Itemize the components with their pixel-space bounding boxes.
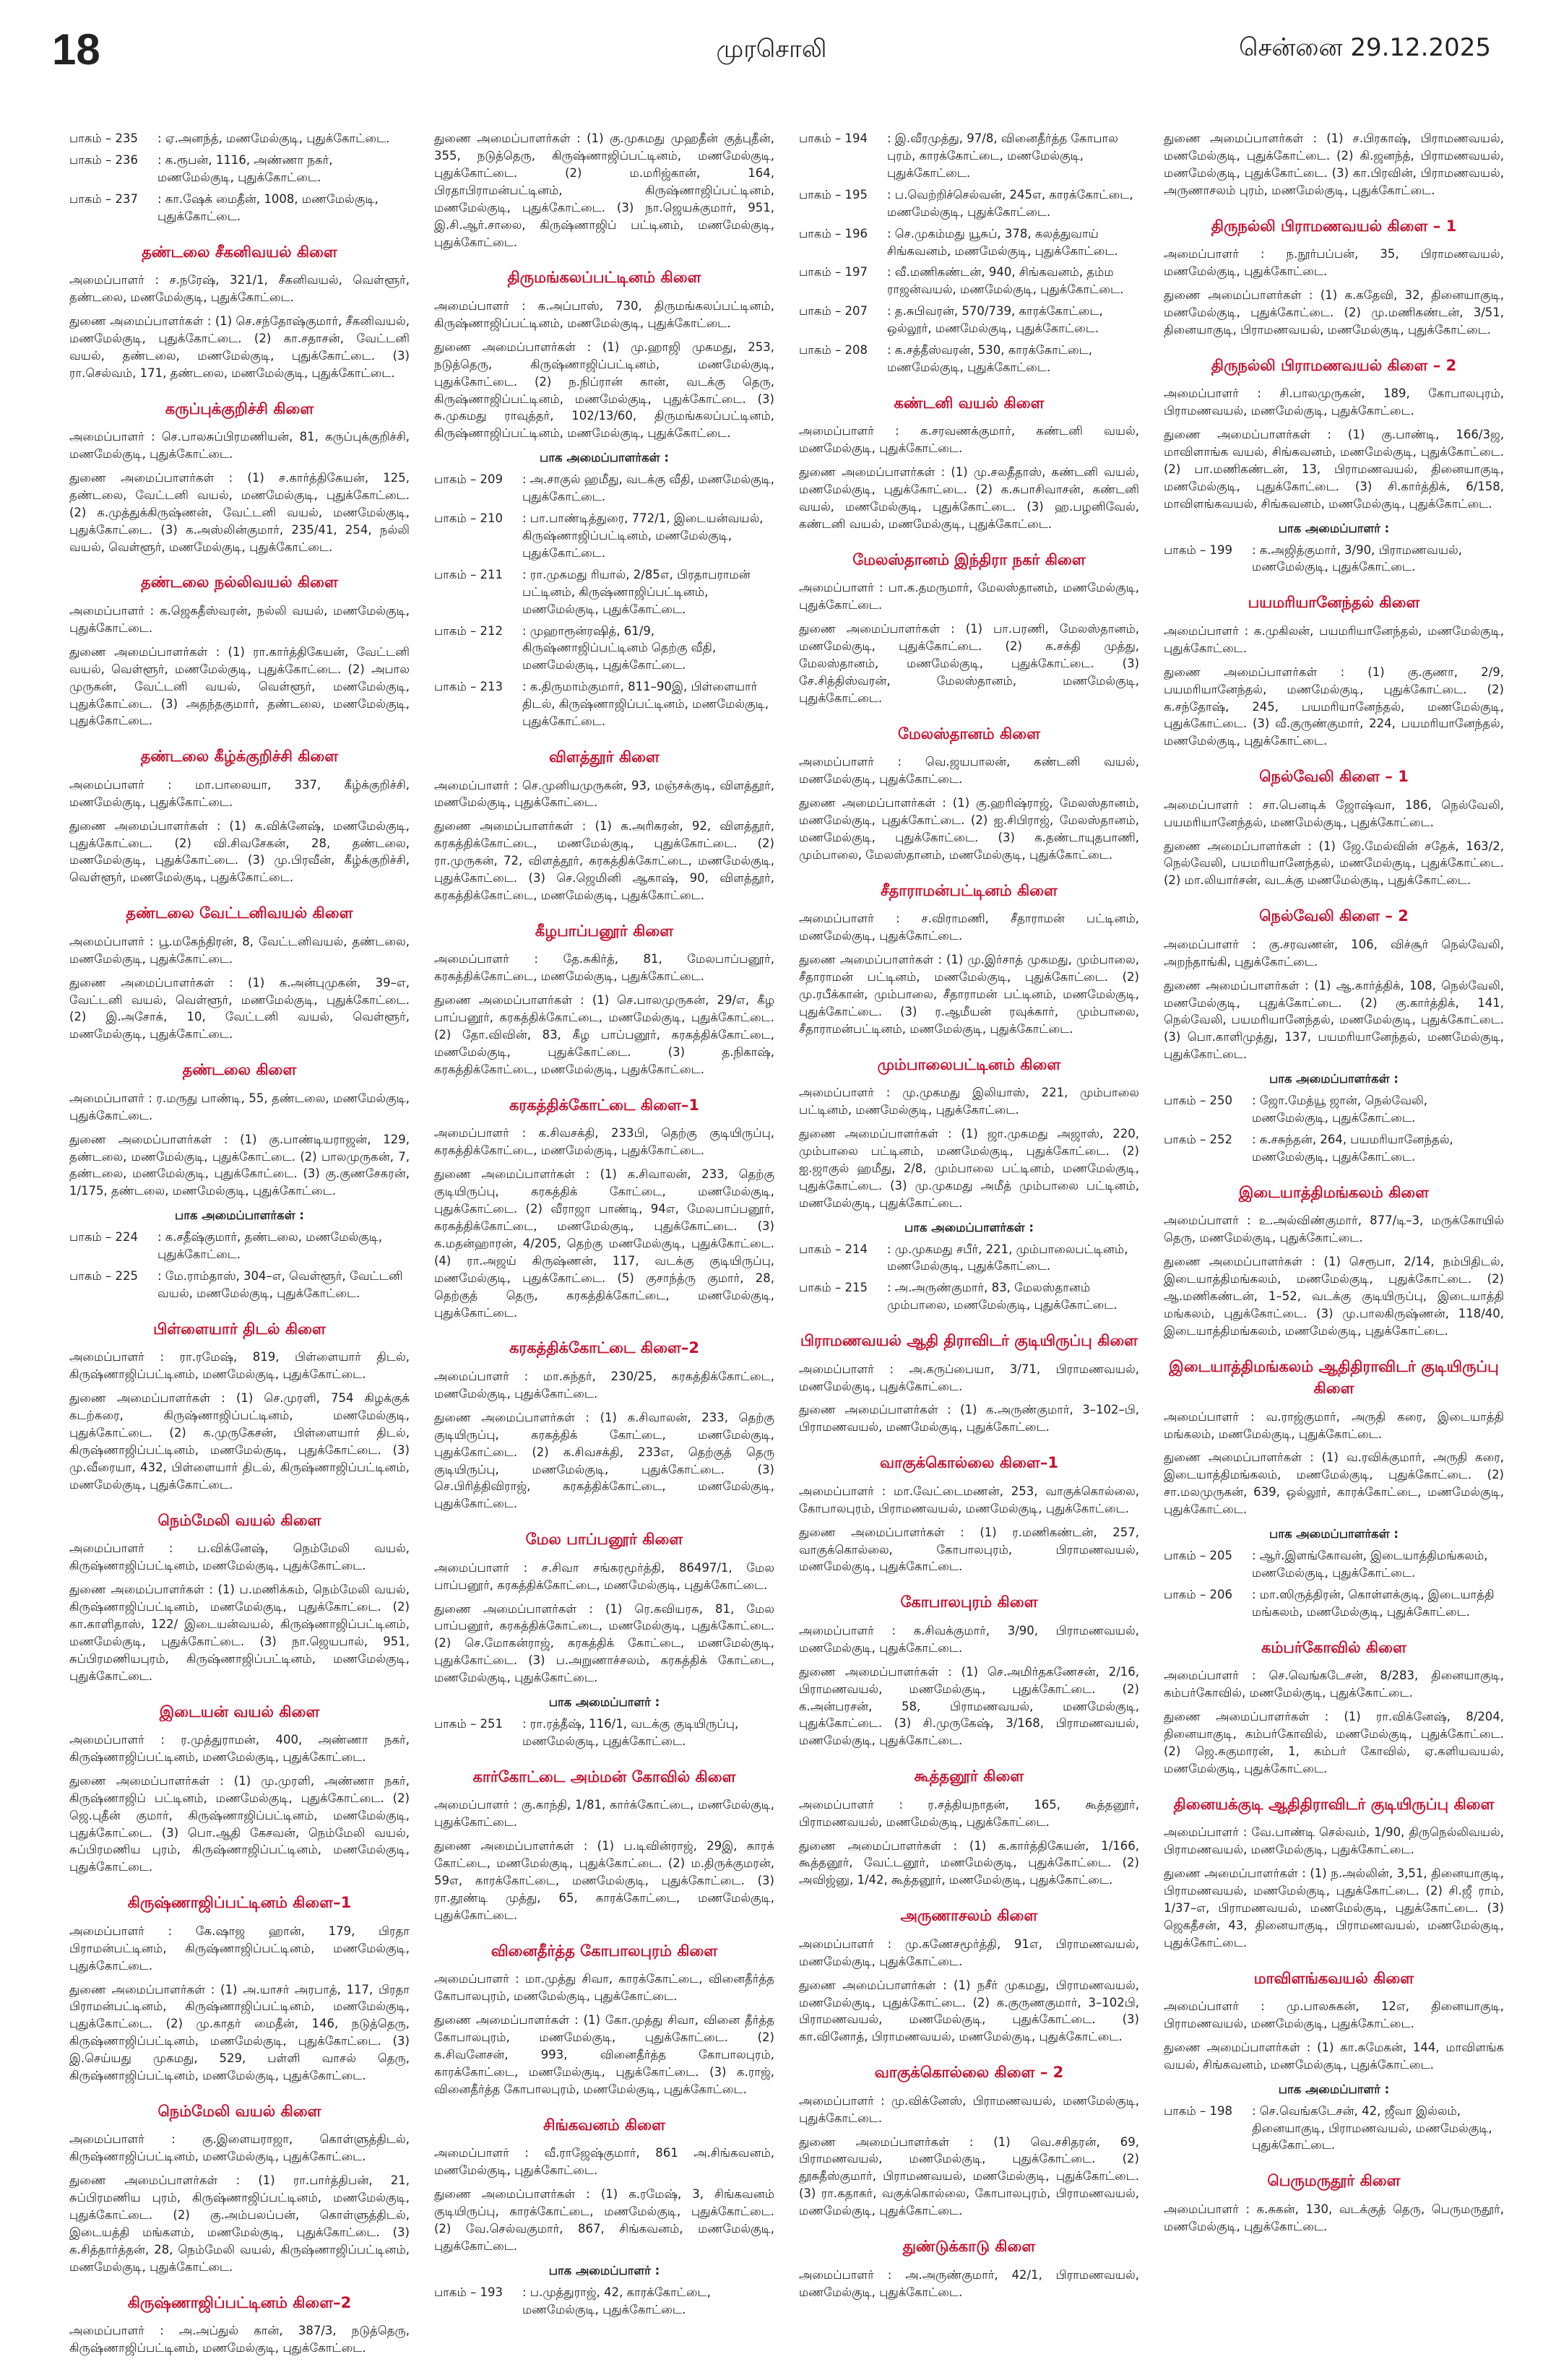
booth-number: பாகம் – 195 (799, 187, 868, 202)
entry-paragraph: அமைப்பாளர் : அ.அருண்குமார், 42/1, பிராமணவயல், மணமேல்குடி, புதுக்கோட்டை. (799, 2267, 1139, 2299)
booth-organizer: : க.ரூபன், 1116, அண்ணா நகர், மணமேல்குடி, புதுக்கோட்டை. (157, 152, 333, 184)
booth-entry (69, 1229, 410, 1263)
subheading: பாக அமைப்பாளர்கள் : (540, 451, 669, 465)
entry-paragraph: அமைப்பாளர் : ப.விக்னேஷ், நெம்மேலி வயல், கிருஷ்ணாஜிப்பட்டினம், மணமேல்குடி, புதுக்கோட்டை. (69, 1541, 410, 1573)
booth-organizer: : த.சுபிவரன், 570/739, காரக்கோட்டை, ஒல்லூர், மணமேல்குடி, புதுக்கோட்டை. (887, 304, 1103, 336)
booth-number: பாகம் – 207 (799, 304, 868, 319)
entry-paragraph: அமைப்பாளர் : வெ.ஜயபாலன், கண்டனி வயல், மணமேல்குடி, புதுக்கோட்டை. (799, 755, 1139, 787)
branch-heading: சீதாராமன்பட்டினம் கிளை (880, 881, 1058, 899)
entry-paragraph: அமைப்பாளர் : செ.பாலசுப்பிரமணியன், 81, கருப்புக்குறிச்சி, மணமேல்குடி, புதுக்கோட்டை. (69, 430, 410, 461)
booth-number: பாகம் – 199 (1164, 542, 1232, 557)
branch-heading: நெல்வேலி கிளை – 1 (1259, 768, 1409, 786)
branch-heading: கார்கோட்டை அம்மன் கோவில் கிளை (472, 1767, 736, 1786)
booth-entry (1164, 1547, 1504, 1582)
booth-organizer: : முஹாரூன்ரஷித், 61/9, கிருஷ்ணாஜிப்பட்டினம் தெற்கு வீதி, மணமேல்குடி, புதுக்கோட்டை. (522, 623, 717, 672)
booth-number: பாகம் – 212 (434, 623, 503, 638)
entry-paragraph: துணை அமைப்பாளர்கள் : (1) ரா.கார்த்திகேயன், வேட்டனி வயல், வெள்ளூர், மணமேல்குடி, புதுக்கோட்டை. (2) அபால முருகன், வேட்டனி வயல், வெள்ளூர், மணமேல்குடி, புதுக்கோட்டை. (3) அதந்தகுமார், தண்டலை, மணமேல்குடி, புதுக்கோட்டை. (69, 644, 410, 728)
branch-heading: நெம்மேலி வயல் கிளை (157, 1511, 321, 1529)
entry-paragraph: துணை அமைப்பாளர்கள் : (1) அ.யாசர் அரபாத், 117, பிரதா பிராமன்பட்டினம், கிருஷ்ணாஜிப்பட்டினம், மணமேல்குடி, புதுக்கோட்டை. (2) மு.காதர் மைதீன், 146, நடுத்தெரு, கிருஷ்ணாஜிப்பட்டினம், மணமேல்குடி, புதுக்கோட்டை. (3) இ.செய்யது முகமது, 529, பள்ளி வாசல் தெரு, கிருஷ்ணாஜிப்பட்டினம், மணமேல்குடி, புதுக்கோட்டை. (69, 1982, 410, 2083)
entry-paragraph: துணை அமைப்பாளர்கள் : (1) க.கார்த்திகேயன், 1/166, கூத்தனூர், வேட்டனூர், மணமேல்குடி, புதுக்கோட்டை. (2) அவிஜ்னு, 1/42, கூத்தனூர், மணமேல்குடி, புதுக்கோட்டை. (799, 1838, 1139, 1887)
booth-number: பாகம் – 224 (69, 1230, 138, 1245)
entry-paragraph: துணை அமைப்பாளர்கள் : (1) ரா.பார்த்திபன், 21, சுப்பிரமணிய புரம், கிருஷ்ணாஜிப்பட்டினம், மணமேல்குடி, புதுக்கோட்டை. (2) கு.அம்பலப்பன், கொள்ளுத்திடல், இடையத்தி மங்களம், மணமேல்குடி, புதுக்கோட்டை. (3) க.சித்தார்த்தன், 28, நெம்மேலி வயல், கிருஷ்ணாஜிப்பட்டினம், மணமேல்குடி, புதுக்கோட்டை. (69, 2173, 410, 2274)
entry-paragraph: அமைப்பாளர் : க.முகிலன், பயமரியானேந்தல், மணமேல்குடி, புதுக்கோட்டை. (1164, 623, 1504, 655)
entry-paragraph: துணை அமைப்பாளர்கள் : (1) கு.முகமது முஹதீன் குத்புதீன், 355, நடுத்தெரு, கிருஷ்ணாஜிப்பட்டினம், மணமேல்குடி, புதுக்கோட்டை. (2) ம.மரிஜ்கான், 164, பிரதாபிராமன்பட்டினம், கிருஷ்ணாஜிப்பட்டினம், மணமேல்குடி, புதுக்கோட்டை. (3) நா.ஜெயக்குமார், 951, இ.சி.ஆர்.சாலை, கிருஷ்ணாஜிப் பட்டினம், மணமேல்குடி, புதுக்கோட்டை. (434, 131, 774, 249)
page-number: 18 (52, 25, 100, 74)
branch-heading: தண்டலை வேட்டனிவயல் கிளை (126, 904, 353, 922)
entry-paragraph: துணை அமைப்பாளர்கள் : (1) க.அன்புமுகன், 39–எ, வேட்டனி வயல், வெள்ளூர், மணமேல்குடி, புதுக்கோட்டை. (2) இ.அசோக், 10, வேட்டனி வயல், வெள்ளூர், மணமேல்குடி, புதுக்கோட்டை. (69, 975, 410, 1042)
entry-paragraph: துணை அமைப்பாளர்கள் : (1) செ.முரளி, 754 கிழக்குக் கடற்கரை, கிருஷ்ணாஜிப்பட்டினம், மணமேல்குடி, புதுக்கோட்டை. (2) க.முருகேசன், பிள்ளையார் திடல், கிருஷ்ணாஜிப்பட்டினம், மணமேல்குடி, புதுக்கோட்டை. (3) மு.வீரையா, 432, பிள்ளையார் திடல், கிருஷ்ணாஜிப்பட்டினம், மணமேல்குடி, புதுக்கோட்டை. (69, 1391, 410, 1492)
entry-paragraph: துணை அமைப்பாளர்கள் : (1) கு.குணா, 2/9, பயமரியானேந்தல், மணமேல்குடி, புதுக்கோட்டை. (2) க.சந்தோஷ், 245, பயமரியானேந்தல், மணமேல்குடி, புதுக்கோட்டை. (3) வீ.குருண்குமார், 224, பயமரியானேந்தல், மணமேல்குடி, புதுக்கோட்டை. (1164, 665, 1504, 748)
booth-organizer: : ப.வெற்றிச்செல்வன், 245எ, காரக்கோட்டை, மணமேல்குடி, புதுக்கோட்டை. (887, 187, 1133, 219)
booth-organizer: : ப.முத்துராஜ், 42, காரக்கோட்டை, மணமேல்குடி, புதுக்கோட்டை. (522, 2285, 711, 2316)
entry-paragraph: துணை அமைப்பாளர்கள் : (1) ந.அல்லின், 3,51, தினையாகுடி, பிராமணவயல், மணமேல்குடி, புதுக்கோட்டை. (2) சி.ஜீ ராம், 1/37–எ, பிராமணவயல், மணமேல்குடி, புதுக்கோட்டை. (3) ஜெகதீசன், 43, தினையாகுடி, பிராமணவயல், மணமேல்குடி, புதுக்கோட்டை. (1164, 1866, 1504, 1950)
booth-entry (69, 152, 410, 186)
entry-paragraph: துணை அமைப்பாளர்கள் : (1) க.விக்னேஷ், மணமேல்குடி, புதுக்கோட்டை. (2) வி.சிவசேகன், 28, தண்டலை, மணமேல்குடி, புதுக்கோட்டை. (3) மு.பிரவீன், கீழ்க்குறிச்சி, வெள்ளூர், மணமேல்குடி, புதுக்கோட்டை. (69, 818, 410, 885)
branch-heading: கருப்புக்குறிச்சி கிளை (165, 399, 314, 417)
column-1 (69, 130, 410, 2358)
branch-heading: இடையாத்திமங்கலம் ஆதிதிராவிடர் குடியிருப்பு கிளை (1169, 1357, 1499, 1398)
subheading: பாக அமைப்பாளர்கள் : (175, 1208, 304, 1223)
branch-heading: பெருமருதூர் கிளை (1267, 2172, 1401, 2190)
entry-paragraph: துணை அமைப்பாளர்கள் : (1) பா.பரணி, மேலஸ்தானம், மணமேல்குடி, புதுக்கோட்டை. (2) க.சக்தி முத்து, மேலஸ்தானம், மணமேல்குடி, புதுக்கோட்டை. (3) சே.சித்திஸ்வரன், மேலஸ்தானம், மணமேல்குடி, புதுக்கோட்டை. (799, 622, 1139, 705)
subheading: பாக அமைப்பாளர் : (548, 1695, 660, 1710)
entry-paragraph: துணை அமைப்பாளர்கள் : (1) ஜே.மேல்வின் சதேக், 163/2, நெல்வேலி, பயமரியானேந்தல், மணமேல்குடி, புதுக்கோட்டை. (2) மா.லியார்சன், வடக்கு மணமேல்குடி, புதுக்கோட்டை. (1164, 839, 1504, 888)
entry-paragraph: துணை அமைப்பாளர்கள் : (1) க.சிவாலன், 233, தெற்கு குடியிருப்பு, கரகத்திக் கோட்டை, மணமேல்குடி, புதுக்கோட்டை. (2) வீராஜா பாண்டி, 94எ, மேலபாப்பனூர், கரகத்திக்கோட்டை, மணமேல்குடி, புதுக்கோட்டை. (3) க.மதன்ஹாரன், 4/205, தெற்கு மணமேல்குடி, புதுக்கோட்டை. (4) ரா.அஜய் கிருஷ்ணன், 117, வடக்கு குடியிருப்பு, மணமேல்குடி, புதுக்கோட்டை. (5) குசாந்த்ரு குமார், 28, தெற்குத் தெரு, கரகத்திக்கோட்டை, மணமேல்குடி, புதுக்கோட்டை. (434, 1167, 774, 1320)
entry-paragraph: அமைப்பாளர் : வீ.ராஜேஷ்குமார், 861 அ.சிங்கவனம், மணமேல்குடி, புதுக்கோட்டை. (434, 2146, 774, 2178)
entry-paragraph: துணை அமைப்பாளர்கள் : (1) க.அரிகரன், 92, விளத்தூர், கரகத்திக்கோட்டை, மணமேல்குடி, புதுக்கோட்டை. (2) ரா.முருகன், 72, விளத்தூர், கரகத்திக்கோட்டை, மணமேல்குடி, புதுக்கோட்டை. (3) செ.ஜெமினி ஆகாஷ், 90, விளத்தூர், கரகத்திக்கோட்டை, மணமேல்குடி, புதுக்கோட்டை. (434, 819, 774, 903)
entry-paragraph: அமைப்பாளர் : ர.மருது பாண்டி, 55, தண்டலை, மணமேல்குடி, புதுக்கோட்டை. (69, 1091, 410, 1122)
booth-organizer: : அ.அருண்குமார், 83, மேலஸ்தானம் மும்பாலை, மணமேல்குடி, புதுக்கோட்டை. (887, 1281, 1118, 1312)
entry-paragraph: துணை அமைப்பாளர்கள் : (1) க.கதேவி, 32, தினையாகுடி, மணமேல்குடி, புதுக்கோட்டை. (2) மு.மணிகண்டன், 3/51, தினையாகுடி, பிராமணவயல், மணமேல்குடி, புதுக்கோட்டை. (1164, 287, 1504, 337)
entry-paragraph: துணை அமைப்பாளர்கள் : (1) க.ரமேஷ், 3, சிங்கவனம் குடியிருப்பு, காரக்கோட்டை, மணமேல்குடி, புதுக்கோட்டை. (2) வே.செல்வகுமார், 867, சிங்கவனம், மணமேல்குடி, புதுக்கோட்டை. (434, 2186, 774, 2253)
booth-number: பாகம் – 213 (434, 680, 503, 694)
booth-number: பாகம் – 252 (1164, 1132, 1232, 1146)
branch-heading: கூத்தனூர் கிளை (914, 1767, 1024, 1786)
booth-organizer: : ஏ.அனந்த், மணமேல்குடி, புதுக்கோட்டை. (157, 131, 390, 145)
booth-organizer: : ரா.முகமது ரியால், 2/85எ, பிரதாபராமன் பட்டினம், கிருஷ்ணாஜிப்பட்டினம், மணமேல்குடி, புதுக்கோட்டை. (522, 567, 751, 616)
booth-organizer: : மே.ராம்தாஸ், 304–எ, வெள்ளூர், வேட்டனி வயல், மணமேல்குடி, புதுக்கோட்டை. (157, 1269, 403, 1300)
entry-paragraph: அமைப்பாளர் : ர.சத்தியநாதன், 165, கூத்தனூர், பிராமணவயல், மணமேல்குடி, புதுக்கோட்டை. (799, 1797, 1139, 1829)
entry-paragraph: அமைப்பாளர் : ச.சிவா சங்கரமூர்த்தி, 86497/1, மேல பாப்பனூர், கரகத்திக்கோட்டை, மணமேல்குடி, புதுக்கோட்டை. (434, 1560, 774, 1592)
entry-paragraph: துணை அமைப்பாளர்கள் : (1) கா.சுமேகன், 144, மாவிளங்க வயல், சிங்கவனம், மணமேல்குடி, புதுக்கோட்டை. (1164, 2040, 1504, 2072)
booth-number: பாகம் – 193 (434, 2285, 503, 2299)
booth-organizer: : வீ.மணிகண்டன், 940, சிங்கவனம், தம்ம ராஜன்வயல், மணமேல்குடி, புதுக்கோட்டை. (887, 265, 1124, 297)
branch-heading: நெம்மேலி வயல் கிளை (157, 2103, 321, 2121)
entry-paragraph: அமைப்பாளர் : க.ஜெகதீஸ்வரன், நல்லி வயல், மணமேல்குடி, புதுக்கோட்டை. (69, 603, 410, 635)
booth-entry (1164, 1586, 1504, 1621)
booth-number: பாகம் – 251 (434, 1717, 503, 1731)
booth-entry (434, 566, 774, 618)
subheading: பாக அமைப்பாளர் : (548, 2263, 660, 2277)
booth-organizer: : மு.முகமது சபீர், 221, மும்பாலைபட்டினம், மணமேல்குடி, புதுக்கோட்டை. (887, 1242, 1128, 1273)
entry-paragraph: துணை அமைப்பாளர்கள் : (1) கோ.முத்து சிவா, வினை தீர்த்த கோபாலபுரம், மணமேல்குடி, புதுக்கோட்டை. (2) க.சிவனேசன், 993, வினைதீர்த்த கோபாலபுரம், காரக்கோட்டை, மணமேல்குடி, புதுக்கோட்டை. (3) க.ராஜ், வினைதீர்த்த கோபாலபுரம், மணமேல்குடி, புதுக்கோட்டை. (434, 2013, 774, 2096)
entry-paragraph: அமைப்பாளர் : ச.விராமணி, சீதாராமன் பட்டினம், மணமேல்குடி, புதுக்கோட்டை. (799, 912, 1139, 943)
entry-paragraph: அமைப்பாளர் : ரா.ரமேஷ், 819, பிள்ளையார் திடல், கிருஷ்ணாஜிப்பட்டினம், மணமேல்குடி, புதுக்கோட்டை. (69, 1350, 410, 1382)
entry-paragraph: துணை அமைப்பாளர்கள் : (1) வ.ரவிக்குமார், அருதி கரை, இடையாத்திமங்கலம், மணமேல்குடி, புதுக்கோட்டை. (2) சா.மலமுருகன், 639, ஒல்லூர், காரக்கோட்டை, மணமேல்குடி, புதுக்கோட்டை. (1164, 1450, 1504, 1517)
entry-paragraph: துணை அமைப்பாளர்கள் : (1) க.சிவாலன், 233, தெற்கு குடியிருப்பு, கரகத்திக் கோட்டை, மணமேல்குடி, புதுக்கோட்டை. (2) க.சிவசக்தி, 233எ, தெற்குத் தெரு குடியிருப்பு, மணமேல்குடி, புதுக்கோட்டை. (3) செ.பிரித்திவிராஜ், கரகத்திக்கோட்டை, மணமேல்குடி, புதுக்கோட்டை. (434, 1410, 774, 1511)
entry-paragraph: துணை அமைப்பாளர்கள் : (1) மு.சலதீதாஸ், கண்டனி வயல், மணமேல்குடி, புதுக்கோட்டை. (2) க.சுபாசிவாசன், கண்டனி வயல், மணமேல்குடி, புதுக்கோட்டை. (3) ஹ.பழனிவேல், கண்டனி வயல், மணமேல்குடி, புதுக்கோட்டை. (799, 465, 1139, 532)
booth-organizer: : க.சதீஷ்குமார், தண்டலை, மணமேல்குடி, புதுக்கோட்டை. (157, 1230, 383, 1262)
booth-organizer: : இ.வீரமுத்து, 97/8, வினைதீர்த்த கோபால புரம், காரக்கோட்டை, மணமேல்குடி, புதுக்கோட்டை. (887, 131, 1118, 180)
booth-entry (434, 510, 774, 562)
branch-heading: திருநல்லி பிராமணவயல் கிளை – 2 (1211, 356, 1457, 374)
entry-paragraph: அமைப்பாளர் : ந.நூர்பப்பன், 35, பிராமணவயல், மணமேல்குடி, புதுக்கோட்டை. (1164, 247, 1504, 279)
entry-paragraph: அமைப்பாளர் : செ.வெங்கடேசன், 8/283, தினையாகுடி, கம்பர்கோவில், மணமேல்குடி, புதுக்கோட்டை. (1164, 1669, 1504, 1700)
entry-paragraph: துணை அமைப்பாளர்கள் : (1) கு.ஹரிஷ்ராஜ், மேலஸ்தானம், மணமேல்குடி, புதுக்கோட்டை. (2) ஐ.சிபிராஜ், மேலஸ்தானம், மணமேல்குடி, புதுக்கோட்டை. (3) க.தண்டாயுதபாணி, மும்பாலை, மேலஸ்தானம், மணமேல்குடி, புதுக்கோட்டை. (799, 796, 1139, 862)
booth-organizer: : க.சத்தீஸ்வரன், 530, காரக்கோட்டை, மணமேல்குடி, புதுக்கோட்டை. (887, 343, 1093, 375)
entry-paragraph: துணை அமைப்பாளர்கள் : (1) ச.கார்த்திகேயன், 125, தண்டலை, வேட்டனி வயல், மணமேல்குடி, புதுக்கோட்டை. (2) க.முத்துக்கிருஷ்ணன், வேட்டனி வயல், மணமேல்குடி, புதுக்கோட்டை. (3) க.அஸ்லின்குமார், 235/41, 254, நல்லி வயல், வெள்ளூர், மணமேல்குடி, புதுக்கோட்டை. (69, 470, 410, 554)
branch-heading: கிருஷ்ணாஜிப்பட்டினம் கிளை–1 (127, 1894, 352, 1912)
booth-entry (69, 1268, 410, 1302)
entry-paragraph: துணை அமைப்பாளர்கள் : (1) ச.பிரகாஷ், பிராமணவயல், மணமேல்குடி, புதுக்கோட்டை. (2) கி.ஜனந்த், பிராமணவயல், மணமேல்குடி, புதுக்கோட்டை. (3) கா.பிரவின், பிராமணவயல், அருணாசலம் புரம், மணமேல்குடி, புதுக்கோட்டை. (1164, 131, 1504, 197)
booth-organizer: : ஆர்.இளங்கோவன், இடையாத்திமங்கலம், மணமேல்குடி, புதுக்கோட்டை. (1252, 1549, 1488, 1580)
booth-entry (1164, 2103, 1504, 2155)
entry-paragraph: அமைப்பாளர் : அ.அப்துல் கான், 387/3, நடுத்தெரு, கிருஷ்ணாஜிப்பட்டினம், மணமேல்குடி, புதுக்கோட்டை. (69, 2324, 410, 2355)
branch-heading: தண்டலை கிளை (182, 1061, 297, 1079)
booth-number: பாகம் – 215 (799, 1281, 868, 1295)
branch-heading: பயமரியானேந்தல் கிளை (1248, 594, 1420, 612)
article-columns (69, 130, 1504, 2358)
column-4 (1164, 130, 1504, 2358)
entry-paragraph: துணை அமைப்பாளர்கள் : (1) ஆ.கார்த்திக், 108, நெல்வேலி, மணமேல்குடி, புதுக்கோட்டை. (2) கு.கார்த்திக், 141, நெல்வேலி, பயமரியானேந்தல், மணமேல்குடி, புதுக்கோட்டை. (3) பொ.காளிமுத்து, 137, பயமரியானேந்தல், மணமேல்குடி, புதுக்கோட்டை. (1164, 978, 1504, 1062)
entry-paragraph: அமைப்பாளர் : மா.சுந்தர், 230/25, கரகத்திக்கோட்டை, மணமேல்குடி, புதுக்கோட்டை. (434, 1369, 774, 1401)
entry-paragraph: அமைப்பாளர் : சி.பாலமுருகன், 189, கோபாலபுரம், பிராமணவயல், மணமேல்குடி, புதுக்கோட்டை. (1164, 386, 1504, 418)
branch-heading: கிருஷ்ணாஜிப்பட்டினம் கிளை–2 (127, 2293, 352, 2311)
booth-organizer: : ஜோ.மேத்யூ ஜான், நெல்வேலி, மணமேல்குடி, புதுக்கோட்டை. (1252, 1094, 1428, 1125)
entry-paragraph: அமைப்பாளர் : மா.முத்து சிவா, காரக்கோட்டை, வினைதீர்த்த கோபாலபுரம், மணமேல்குடி, புதுக்கோட்டை. (434, 1972, 774, 2004)
booth-number: பாகம் – 197 (799, 265, 868, 280)
branch-heading: கம்பர்கோவில் கிளை (1261, 1638, 1406, 1656)
subheading: பாக அமைப்பாளர்கள் : (904, 1220, 1034, 1234)
branch-heading: தண்டலை சீகனிவயல் கிளை (142, 243, 337, 261)
branch-heading: மும்பாலைபட்டினம் கிளை (877, 1055, 1061, 1073)
booth-entry (799, 1241, 1139, 1276)
entry-paragraph: அமைப்பாளர் : மு.பாலசுகன், 12எ, தினையாகுடி, பிராமணவயல், மணமேல்குடி, புதுக்கோட்டை. (1164, 1999, 1504, 2030)
booth-entry (434, 471, 774, 506)
entry-paragraph: துணை அமைப்பாளர்கள் : (1) மு.ஹாஜி முகமது, 253, நடுத்தெரு, கிருஷ்ணாஜிப்பட்டினம், மணமேல்குடி, புதுக்கோட்டை. (2) ந.நிப்ரான் கான், வடக்கு தெரு, கிருஷ்ணாஜிப்பட்டினம், மணமேல்குடி, புதுக்கோட்டை. (3) சு.முகமது ராவுத்தர், 102/13/60, திருமங்கலப்பட்டினம், கிருஷ்ணாஜிப்பட்டினம், மணமேல்குடி, புதுக்கோட்டை. (434, 339, 774, 441)
booth-entry (799, 342, 1139, 376)
entry-paragraph: அமைப்பாளர் : மு.முகமது இலியாஸ், 221, மும்பாலை பட்டினம், மணமேல்குடி, புதுக்கோட்டை. (799, 1086, 1139, 1117)
booth-number: பாகம் – 194 (799, 131, 868, 145)
branch-heading: வாகுக்கொல்லை கிளை–1 (880, 1454, 1058, 1472)
entry-paragraph: அமைப்பாளர் : மு.கணேசமூர்த்தி, 91எ, பிராமணவயல், மணமேல்குடி, புதுக்கோட்டை. (799, 1937, 1139, 1968)
booth-entry (434, 2284, 774, 2319)
branch-heading: தினையக்குடி ஆதிதிராவிடர் குடியிருப்பு கிளை (1173, 1795, 1495, 1813)
booth-organizer: : க.அஜித்குமார், 3/90, பிராமணவயல், மணமேல்குடி, புதுக்கோட்டை. (1252, 542, 1462, 574)
booth-number: பாகம் – 225 (69, 1269, 138, 1284)
entry-paragraph: அமைப்பாளர் : மா.பாலையா, 337, கீழ்க்குறிச்சி, மணமேல்குடி, புதுக்கோட்டை. (69, 777, 410, 809)
branch-heading: இடையாத்திமங்கலம் கிளை (1238, 1183, 1430, 1201)
booth-entry (1164, 1131, 1504, 1166)
branch-heading: மாவிளங்கவயல் கிளை (1253, 1969, 1414, 1987)
branch-heading: சிங்கவனம் கிளை (543, 2116, 665, 2134)
entry-paragraph: துணை அமைப்பாளர்கள் : (1) நசீர் முகமது, பிராமணவயல், மணமேல்குடி, புதுக்கோட்டை. (2) க.குருணகுமார், 3–102பி, பிராமணவயல், மணமேல்குடி, புதுக்கோட்டை. (3) கா.வினோத், பிராமணவயல், மணமேல்குடி, புதுக்கோட்டை. (799, 1978, 1139, 2044)
entry-paragraph: அமைப்பாளர் : வ.ராஜ்குமார், அருதி கரை, இடையாத்தி மங்கலம், மணமேல்குடி, புதுக்கோட்டை. (1164, 1409, 1504, 1441)
subheading: பாக அமைப்பாளர்கள் : (1269, 1527, 1399, 1541)
entry-paragraph: துணை அமைப்பாளர்கள் : (1) கு.பாண்டியராஜன், 129, தண்டலை, மணமேல்குடி, புதுக்கோட்டை. (2) பாலமுருகன், 7, தண்டலை, மணமேல்குடி, புதுக்கோட்டை. (3) கு.குணசேகரன், 1/175, தண்டலை, மணமேல்குடி, புதுக்கோட்டை. (69, 1132, 410, 1198)
entry-paragraph: அமைப்பாளர் : உ.அல்விண்குமார், 877/டி–3, மருக்கோயில் தெரு, மணமேல்குடி, புதுக்கோட்டை. (1164, 1213, 1504, 1245)
entry-paragraph: அமைப்பாளர் : தே.சுகிர்த், 81, மேலபாப்பனூர், கரகத்திக்கோட்டை, மணமேல்குடி, புதுக்கோட்டை. (434, 952, 774, 984)
branch-heading: பிராமணவயல் ஆதி திராவிடர் குடியிருப்பு கிளை (800, 1332, 1138, 1350)
branch-heading: பிள்ளையார் திடல் கிளை (153, 1320, 326, 1338)
branch-heading: கரகத்திக்கோட்டை கிளை–1 (509, 1096, 700, 1114)
entry-paragraph: அமைப்பாளர் : கு.இளையராஜா, கொள்ளுத்திடல், கிருஷ்ணாஜிப்பட்டினம், மணமேல்குடி, புதுக்கோட்டை. (69, 2132, 410, 2164)
entry-paragraph: துணை அமைப்பாளர்கள் : (1) ஜா.முகமது அஜாஸ், 220, மும்பாலை பட்டினம், மணமேல்குடி, புதுக்கோட்டை. (2) ஐ.ஜாகுல் ஹமீது, 2/8, மும்பாலை பட்டினம், மணமேல்குடி, புதுக்கோட்டை. (3) மு.முகமது அமீத் மும்பாலை பட்டினம், மணமேல்குடி, புதுக்கோட்டை. (799, 1126, 1139, 1210)
booth-entry (799, 264, 1139, 298)
booth-entry (799, 303, 1139, 337)
entry-paragraph: துணை அமைப்பாளர்கள் : (1) செ.பாலமுருகன், 29/எ, கீழ பாப்பனூர், கரகத்திக்கோட்டை, மணமேல்குடி, புதுக்கோட்டை. (2) தோ.விவின், 83, கீழ பாப்பனூர், கரகத்திக்கோட்டை, மணமேல்குடி, புதுக்கோட்டை. (3) த.நிகாஷ், கரகத்திக்கோட்டை, மணமேல்குடி, புதுக்கோட்டை. (434, 993, 774, 1076)
entry-paragraph: துணை அமைப்பாளர்கள் : (1) மு.முரளி, அண்ணா நகர், கிருஷ்ணாஜிப் பட்டினம், மணமேல்குடி, புதுக்கோட்டை. (2) ஜெ.புதீன் குமார், கிருஷ்ணாஜிப்பட்டினம், மணமேல்குடி, புதுக்கோட்டை. (3) பொ.ஆதி கேசவன், நெம்மேலி வயல், சுப்பிரமணிய புரம், கிருஷ்ணாஜிப்பட்டினம், மணமேல்குடி, புதுக்கோட்டை. (69, 1773, 410, 1874)
dateline: சென்னை 29.12.2025 (1239, 33, 1491, 62)
entry-paragraph: அமைப்பாளர் : ர.முத்துராமன், 400, அண்ணா நகர், கிருஷ்ணாஜிப்பட்டினம், மணமேல்குடி, புதுக்கோட்டை. (69, 1732, 410, 1764)
booth-entry (434, 678, 774, 730)
booth-organizer: : அ.சாகுல் ஹமீது, வடக்கு வீதி, மணமேல்குடி, புதுக்கோட்டை. (522, 472, 774, 504)
entry-paragraph: துணை அமைப்பாளர்கள் : (1) செ.அமிர்தகணேசன், 2/16, பிராமணவயல், மணமேல்குடி, புதுக்கோட்டை. (2) க.அன்பரசன், 58, பிராமணவயல், மணமேல்குடி, புதுக்கோட்டை. (3) சி.முருகேஷ், 3/168, பிராமணவயல், மணமேல்குடி, புதுக்கோட்டை. (799, 1664, 1139, 1748)
branch-heading: தண்டலை கீழ்க்குறிச்சி கிளை (140, 748, 339, 766)
entry-paragraph: துணை அமைப்பாளர்கள் : (1) வெ.சசிதரன், 69, பிராமணவயல், மணமேல்குடி, புதுக்கோட்டை. (2) தூசுதீஸ்குமார், பிராமணவயல், மணமேல்குடி, புதுக்கோட்டை. (3) ரா.கதாகர், வகுக்கொல்லை, கோபாலபுரம், பிராமணவயல், மணமேல்குடி, புதுக்கோட்டை. (799, 2134, 1139, 2218)
booth-entry (1164, 542, 1504, 576)
booth-entry (799, 225, 1139, 260)
entry-paragraph: துணை அமைப்பாளர்கள் : (1) மு.இர்சாத் முகமது, மும்பாலை, சீதாராமன் பட்டினம், மணமேல்குடி, புதுக்கோட்டை. (2) மு.ரபீக்கான், மும்பாலை, சீதாராமன் பட்டினம், மணமேல்குடி, புதுக்கோட்டை. (3) ர.ஆமீயன் ரவுக்கார், மும்பாலை, சீதாராமன்பட்டினம், மணமேல்குடி, புதுக்கோட்டை. (799, 953, 1139, 1036)
entry-paragraph: அமைப்பாளர் : மா.வேட்டைமணன், 253, வாகுக்கொல்லை, கோபாலபுரம், பிராமணவயல், மணமேல்குடி, புதுக்கோட்டை. (799, 1484, 1139, 1515)
branch-heading: விளத்தூர் கிளை (549, 748, 660, 766)
branch-heading: திருநல்லி பிராமணவயல் கிளை – 1 (1211, 217, 1457, 235)
branch-heading: மேலஸ்தானம் கிளை (897, 724, 1041, 743)
entry-paragraph: அமைப்பாளர் : க.அப்பாஸ், 730, திருமங்கலப்பட்டினம், கிருஷ்ணாஜிப்பட்டினம், மணமேல்குடி, புதுக்கோட்டை. (434, 298, 774, 330)
branch-heading: தண்டலை நல்லிவயல் கிளை (141, 574, 338, 592)
masthead: முரசொலி (716, 35, 827, 64)
entry-paragraph: அமைப்பாளர் : சா.பெனடிக் ஜோஷ்வா, 186, நெல்வேலி, பயமரியானேந்தல், மணமேல்குடி, புதுக்கோட்டை. (1164, 797, 1504, 829)
booth-organizer: : செ.வெங்கடேசன், 42, ஜீவா இல்லம், தினையாகுடி, பிராமணவயல், மணமேல்குடி, புதுக்கோட்டை. (1252, 2103, 1492, 2152)
entry-paragraph: துணை அமைப்பாளர்கள் : (1) க.அருண்குமார், 3–102–பி, பிராமணவயல், மணமேல்குடி, புதுக்கோட்டை. (799, 1403, 1139, 1435)
entry-paragraph: துணை அமைப்பாளர்கள் : (1) செரூபா, 2/14, நம்பிதிடல், இடையாத்திமங்கலம், மணமேல்குடி, புதுக்கோட்டை. (2) ஆ.மணிகண்டன், 1–52, வடக்கு குடியிருப்பு, இடையாத்தி மங்கலம், புதுக்கோட்டை. (3) மு.பாலகிருஷ்ணன், 118/40, இடையாத்திமங்கலம், மணமேல்குடி, புதுக்கோட்டை. (1164, 1255, 1504, 1338)
booth-number: பாகம் – 196 (799, 226, 868, 241)
booth-entry (434, 1715, 774, 1750)
entry-paragraph: அமைப்பாளர் : அ.கருப்பையா, 3/71, பிராமணவயல், மணமேல்குடி, புதுக்கோட்டை. (799, 1362, 1139, 1393)
branch-heading: அருணாசலம் கிளை (900, 1907, 1038, 1925)
branch-heading: கண்டனி வயல் கிளை (894, 394, 1045, 412)
subheading: பாக அமைப்பாளர் : (1278, 2082, 1390, 2096)
booth-number: பாகம் – 206 (1164, 1587, 1232, 1601)
booth-number: பாகம் – 198 (1164, 2103, 1232, 2118)
entry-paragraph: அமைப்பாளர் : க.சரவணக்குமார், கண்டனி வயல், மணமேல்குடி, புதுக்கோட்டை. (799, 424, 1139, 456)
page-header (52, 25, 1491, 91)
branch-heading: இடையன் வயல் கிளை (159, 1702, 320, 1721)
booth-number: பாகம் – 237 (69, 191, 138, 206)
booth-entry (434, 623, 774, 675)
branch-heading: துண்டுக்காடு கிளை (902, 2238, 1036, 2256)
entry-paragraph: அமைப்பாளர் : மு.விக்னேஸ், பிராமணவயல், மணமேல்குடி, புதுக்கோட்டை. (799, 2093, 1139, 2125)
entry-paragraph: அமைப்பாளர் : கு.காந்தி, 1/81, கார்க்கோட்டை, மணமேல்குடி, புதுக்கோட்டை. (434, 1798, 774, 1830)
entry-paragraph: அமைப்பாளர் : க.சிவக்குமார், 3/90, பிராமணவயல், மணமேல்குடி, புதுக்கோட்டை. (799, 1623, 1139, 1655)
booth-number: பாகம் – 211 (434, 567, 503, 581)
branch-heading: கீழபாப்பனூர் கிளை (535, 922, 674, 940)
column-2 (434, 130, 774, 2358)
subheading: பாக அமைப்பாளர் : (1278, 521, 1390, 535)
booth-number: பாகம் – 236 (69, 152, 138, 167)
booth-number: பாகம் – 214 (799, 1242, 868, 1256)
booth-number: பாகம் – 210 (434, 511, 503, 526)
booth-entry (799, 130, 1139, 182)
entry-paragraph: அமைப்பாளர் : ச.நரேஷ், 321/1, சீகனிவயல், வெள்ளூர், தண்டலை, மணமேல்குடி, புதுக்கோட்டை. (69, 273, 410, 304)
booth-number: பாகம் – 235 (69, 131, 138, 145)
subheading: பாக அமைப்பாளர்கள் : (1269, 1072, 1399, 1086)
entry-paragraph: அமைப்பாளர் : க.சுகன், 130, வடக்குத் தெரு, பெருமருதூர், மணமேல்குடி, புதுக்கோட்டை. (1164, 2202, 1504, 2233)
booth-entry (69, 130, 410, 147)
entry-paragraph: அமைப்பாளர் : பா.க.தமருமார், மேலஸ்தானம், மணமேல்குடி, புதுக்கோட்டை. (799, 581, 1139, 613)
branch-heading: வாகுக்கொல்லை கிளை – 2 (874, 2064, 1064, 2082)
booth-entry (69, 191, 410, 225)
booth-number: பாகம் – 209 (434, 472, 503, 487)
entry-paragraph: அமைப்பாளர் : பூ.மகேந்திரன், 8, வேட்டனிவயல், தண்டலை, மணமேல்குடி, புதுக்கோட்டை. (69, 934, 410, 966)
entry-paragraph: துணை அமைப்பாளர்கள் : (1) ப.டிவின்ராஜ், 29இ, காரக் கோட்டை, மணமேல்குடி, புதுக்கோட்டை. (2) ம.திருக்குமரன், 59எ, காரக்கோட்டை, மணமேல்குடி, புதுக்கோட்டை. (3) ரா.தூண்டி முத்து, 65, காரக்கோட்டை, மணமேல்குடி, புதுக்கோட்டை. (434, 1839, 774, 1922)
booth-organizer: : க.சசுந்தன், 264, பயமரியானேந்தல், மணமேல்குடி, புதுக்கோட்டை. (1252, 1132, 1453, 1164)
booth-organizer: : க.திருமாம்குமார், 811–90இ, பிள்ளையார் திடல், கிருஷ்ணாஜிப்பட்டினம், மணமேல்குடி, புதுக்கோட்டை. (522, 680, 769, 729)
booth-organizer: : மா.ஸிருத்திரன், கொள்ளக்குடி, இடையாத்தி மங்கலம், மணமேல்குடி, புதுக்கோட்டை. (1252, 1587, 1495, 1619)
branch-heading: மேல பாப்பனூர் கிளை (525, 1531, 683, 1549)
entry-paragraph: அமைப்பாளர் : செ.முனியமுருகன், 93, மஞ்சக்குடி, விளத்தூர், மணமேல்குடி, புதுக்கோட்டை. (434, 778, 774, 810)
entry-paragraph: துணை அமைப்பாளர்கள் : (1) கு.பாண்டி, 166/3ஜ, மாவிளாங்க வயல், சிங்கவனம், மணமேல்குடி, புதுக்கோட்டை. (2) பா.மணிகண்டன், 13, பிராமணவயல், தினையாகுடி, மணமேல்குடி, புதுக்கோட்டை. (3) சி.கார்த்திக், 6/158, மாவிளங்கவயல், சிங்கவனம், மணமேல்குடி, புதுக்கோட்டை. (1164, 428, 1504, 511)
booth-entry (799, 1279, 1139, 1314)
branch-heading: கரகத்திக்கோட்டை கிளை–2 (509, 1339, 700, 1357)
booth-entry (1164, 1092, 1504, 1127)
booth-number: பாகம் – 208 (799, 343, 868, 358)
booth-number: பாகம் – 205 (1164, 1549, 1232, 1563)
entry-paragraph: அமைப்பாளர் : கே.ஷாஜ ஹான், 179, பிரதா பிராமன்பட்டினம், கிருஷ்ணாஜிப்பட்டினம், மணமேல்குடி, புதுக்கோட்டை. (69, 1924, 410, 1973)
entry-paragraph: அமைப்பாளர் : வே.பாண்டி செல்வம், 1/90, திருநெல்லிவயல், பிராமணவயல், மணமேல்குடி, புதுக்கோட்டை. (1164, 1825, 1504, 1857)
branch-heading: வினைதீர்த்த கோபாலபுரம் கிளை (490, 1942, 718, 1960)
entry-paragraph: துணை அமைப்பாளர்கள் : (1) ரா.விக்னேஷ், 8/204, தினையாகுடி, கம்பர்கோவில், மணமேல்குடி, புதுக்கோட்டை. (2) ஜெ.சுகுமாரன், 1, கம்பர் கோவில், ஏ.களியவயல், மணமேல்குடி, புதுக்கோட்டை. (1164, 1710, 1504, 1775)
booth-organizer: : பா.பாண்டித்துரை, 772/1, இடையன்வயல், கிருஷ்ணாஜிப்பட்டினம், மணமேல்குடி, புதுக்கோட்டை. (522, 511, 764, 560)
branch-heading: நெல்வேலி கிளை – 2 (1259, 907, 1409, 925)
branch-heading: மேலஸ்தானம் இந்திரா நகர் கிளை (852, 550, 1086, 568)
booth-organizer: : செ.முகம்மது யூசுப், 378, கலத்துவாய் சிங்கவனம், மணமேல்குடி, புதுக்கோட்டை. (887, 226, 1118, 258)
column-3 (799, 130, 1139, 2358)
booth-entry (799, 186, 1139, 221)
branch-heading: கோபாலபுரம் கிளை (900, 1593, 1038, 1611)
entry-paragraph: துணை அமைப்பாளர்கள் : (1) ப.மணிக்கம், நெம்மேலி வயல், கிருஷ்ணாஜிப்பட்டினம், மணமேல்குடி, புதுக்கோட்டை. (2) கா.காளிதாஸ், 122/ இடையன்வயல், கிருஷ்ணாஜிப்பட்டினம், மணமேல்குடி, புதுக்கோட்டை. (3) நா.ஜெயபால், 951, சுப்பிரமணியபுரம், கிருஷ்ணாஜிப்பட்டினம், மணமேல்குடி, புதுக்கோட்டை. (69, 1582, 410, 1683)
booth-organizer: : கா.ஷேக் மைதீன், 1008, மணமேல்குடி, புதுக்கோட்டை. (157, 191, 379, 223)
entry-paragraph: அமைப்பாளர் : கு.சரவணன், 106, விச்சூர் நெல்வேலி, அறந்தாங்கி, புதுக்கோட்டை. (1164, 937, 1504, 969)
entry-paragraph: துணை அமைப்பாளர்கள் : (1) செ.சந்தோஷ்குமார், சீகனிவயல், மணமேல்குடி, புதுக்கோட்டை. (2) கா.சதாசன், வேட்டனி வயல், தண்டலை, மணமேல்குடி, புதுக்கோட்டை. (3) ரா.செல்வம், 171, தண்டலை, மணமேல்குடி, புதுக்கோட்டை. (69, 313, 410, 380)
booth-number: பாகம் – 250 (1164, 1094, 1232, 1108)
entry-paragraph: துணை அமைப்பாளர்கள் : (1) ரெ.கவியரசு, 81, மேல பாப்பனூர், கரகத்திக்கோட்டை, மணமேல்குடி, புதுக்கோட்டை. (2) செ.மோகன்ராஜ், கரகத்திக் கோட்டை, மணமேல்குடி, புதுக்கோட்டை. (3) ப.அறுணாச்சலம், கரகத்திக் கோட்டை, மணமேல்குடி, புதுக்கோட்டை. (434, 1601, 774, 1685)
branch-heading: திருமங்கலப்பட்டினம் கிளை (507, 269, 701, 287)
booth-organizer: : ரா.ரத்தீஷ், 116/1, வடக்கு குடியிருப்பு, மணமேல்குடி, புதுக்கோட்டை. (522, 1717, 739, 1748)
entry-paragraph: அமைப்பாளர் : க.சிவசக்தி, 233பி, தெற்கு குடியிருப்பு, கரகத்திக்கோட்டை, மணமேல்குடி, புதுக்கோட்டை. (434, 1126, 774, 1158)
entry-paragraph: துணை அமைப்பாளர்கள் : (1) ர.மணிகண்டன், 257, வாகுக்கொல்லை, கோபாலபுரம், பிராமணவயல், மணமேல்குடி, புதுக்கோட்டை. (799, 1525, 1139, 1574)
